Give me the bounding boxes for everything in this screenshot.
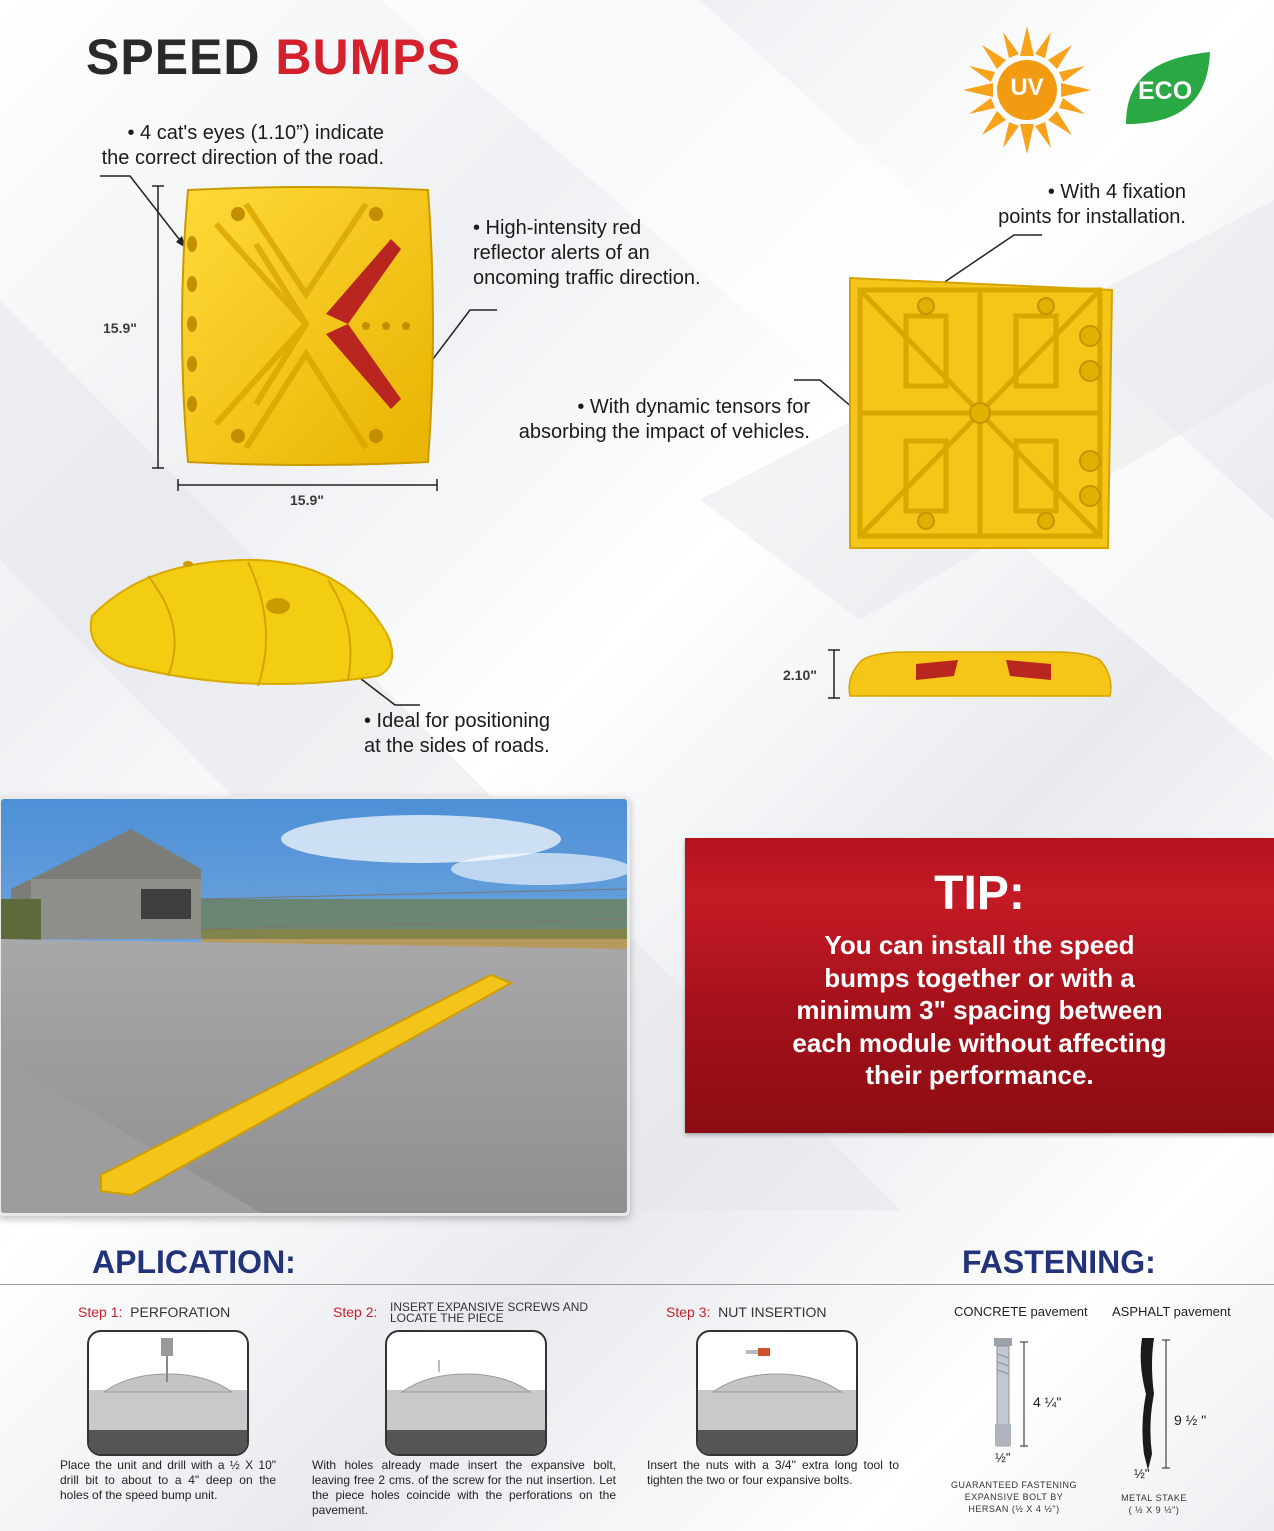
callout-sides-line1: • Ideal for positioning <box>364 710 551 732</box>
concrete-label: CONCRETE pavement <box>954 1304 1088 1319</box>
installation-photo <box>0 796 630 1216</box>
step-2-text: With holes already made insert the expansive bolt, leaving free 2 cms. of the screw for the nut insertion. Let the piece holes coincide with the perforations on the pavement. <box>312 1458 616 1517</box>
bolt-caption-line2: EXPANSIVE BOLT BY <box>964 1492 1064 1502</box>
bolt-diameter: ½" <box>995 1450 1011 1465</box>
callout-reflector-line3: oncoming traffic direction. <box>473 267 701 289</box>
callout-sides-line2: at the sides of roads. <box>364 735 550 757</box>
speed-bump-side-perspective <box>88 556 408 690</box>
tip-box <box>685 838 1274 1133</box>
dimension-width: 15.9" <box>290 492 324 508</box>
nut-tool-diagram <box>698 1332 856 1454</box>
uv-label: UV <box>1010 74 1044 101</box>
stake-diameter: ½" <box>1134 1466 1150 1481</box>
callout-tensors-line2: absorbing the impact of vehicles. <box>518 421 810 443</box>
step-1-illustration <box>87 1330 249 1456</box>
section-divider <box>0 1284 1274 1285</box>
callout-reflector-line2: reflector alerts of an <box>473 242 650 264</box>
metal-stake-icon <box>1132 1334 1172 1472</box>
stake-caption <box>1104 1492 1204 1516</box>
insert-bolt-diagram <box>387 1332 545 1454</box>
step-3-number: Step 3: <box>666 1304 711 1320</box>
step-1-name: PERFORATION <box>130 1304 231 1320</box>
step-3-name: NUT INSERTION <box>718 1304 827 1320</box>
step-3-header <box>666 1304 827 1320</box>
stake-caption-line1: METAL STAKE <box>1121 1493 1187 1503</box>
step-2-number: Step 2: <box>333 1304 378 1320</box>
step-3-text: Insert the nuts with a 3/4" extra long tool to tighten the two or four expansive bolts. <box>647 1458 899 1487</box>
application-title: APLICATION: <box>92 1244 296 1280</box>
step-2-illustration <box>385 1330 547 1456</box>
bolt-caption-line3: HERSAN (½ X 4 ½") <box>968 1504 1060 1514</box>
step-1-number: Step 1: <box>78 1304 123 1320</box>
road-installation-illustration <box>1 799 627 1213</box>
drill-diagram <box>89 1332 247 1454</box>
callout-tensors-line1: • With dynamic tensors for <box>577 396 810 418</box>
stake-caption-line2: ( ½ X 9 ½") <box>1128 1505 1180 1515</box>
fastening-title: FASTENING: <box>962 1244 1156 1280</box>
expansive-bolt-icon <box>980 1334 1040 1454</box>
eco-label: ECO <box>1138 77 1193 105</box>
bolt-caption <box>948 1479 1080 1515</box>
stake-length: 9 ½ " <box>1174 1412 1207 1428</box>
title-word-speed: SPEED <box>86 29 261 85</box>
step-1-text: Place the unit and drill with a ½ X 10" drill bit to about to a 4" deep on the holes of the speed bump unit. <box>60 1458 276 1502</box>
bolt-caption-line1: GUARANTEED FASTENING <box>950 1480 1077 1490</box>
speed-bump-bottom-view <box>846 276 1116 552</box>
dimension-thickness: 2.10" <box>783 667 817 683</box>
tip-title: TIP: <box>934 867 1025 920</box>
callout-cats-eyes-line2: the correct direction of the road. <box>101 147 384 169</box>
title-word-bumps: BUMPS <box>275 29 461 85</box>
tip-body: You can install the speed bumps together or with a minimum 3" spacing between each module without affecting their performance. <box>792 930 1167 1090</box>
speed-bump-side-profile <box>846 650 1114 700</box>
callout-fixation-line2: points for installation. <box>998 206 1186 228</box>
step-1-header <box>78 1304 230 1320</box>
step-3-illustration <box>696 1330 858 1456</box>
callout-reflector-line1: • High-intensity red <box>473 217 642 239</box>
step-2-name: INSERT EXPANSIVE SCREWS AND LOCATE THE PIECE <box>390 1300 589 1325</box>
asphalt-label: ASPHALT pavement <box>1112 1304 1231 1319</box>
bolt-length: 4 ¼" <box>1033 1394 1062 1410</box>
callout-cats-eyes-line1: • 4 cat's eyes (1.10”) indicate <box>127 122 384 144</box>
speed-bump-top-view <box>176 184 438 468</box>
dimension-height: 15.9" <box>103 320 137 336</box>
callout-fixation-line1: • With 4 fixation <box>1047 181 1186 203</box>
